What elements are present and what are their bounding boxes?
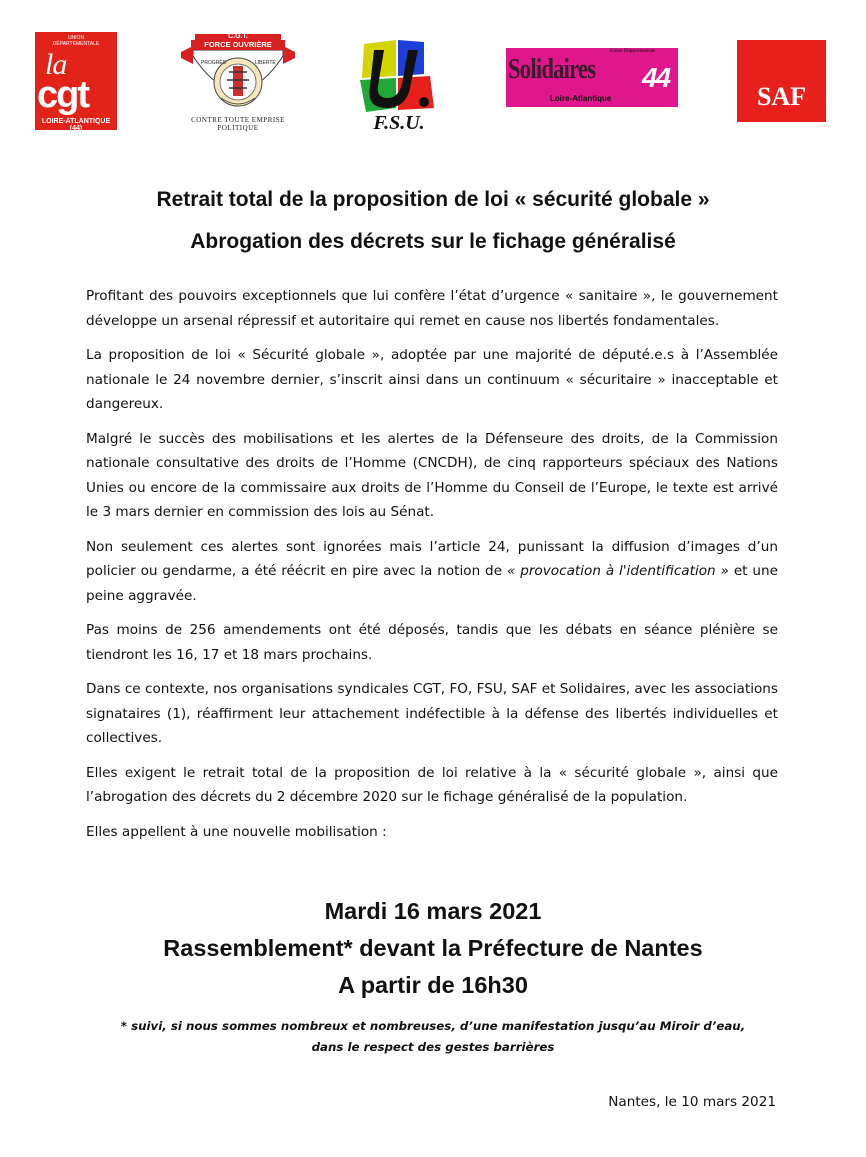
solidaires-logo-top: Union Départementale [610, 49, 656, 54]
paragraph [86, 535, 778, 609]
cgt-logo-name: cgt [37, 74, 88, 116]
body-text [86, 284, 778, 854]
cgt-logo-la: la [45, 48, 67, 81]
paragraph: Dans ce contexte, nos organisations syndicales CGT, FO, FSU, SAF et Solidaires, avec les associations signataires (1), réaffirment leur attachement indéfectible à la défense des libertés individuelles et collectives. [86, 681, 778, 746]
paragraph: Elles appellent à une nouvelle mobilisation : [86, 823, 387, 840]
solidaires-logo-region: Loire-Atlantique [550, 94, 612, 103]
solidaires-logo-number: 44 [642, 62, 670, 93]
paragraph: Malgré le succès des mobilisations et les alertes de la Défenseure des droits, de la Commission nationale consultative des droits de l’Homme (CNCDH), de cinq rapporteurs spéciaux des Nations Unies ou encore de la commissaire aux droits de l’Homme du Conseil de l’Europe, le texte est arrivé le 3 mars dernier en commission des lois au Sénat. [86, 430, 778, 520]
paragraph: La proposition de loi « Sécurité globale », adoptée par une majorité de député.e.s à l’Assemblée nationale le 24 novembre dernier, s’inscrit ainsi dans un continuum « sécuritaire » inacceptable et dangereux. [86, 347, 778, 412]
solidaires-logo [506, 48, 678, 107]
cgt-logo-region: LOIRE-ATLANTIQUE (44) [41, 118, 111, 132]
event-time: A partir de 16h30 [338, 972, 528, 998]
cgt-logo-top-label: UNION [67, 35, 85, 41]
solidaires-logo-name: Solidaires [508, 53, 596, 85]
event-date: Mardi 16 mars 2021 [324, 898, 542, 924]
paragraph: Profitant des pouvoirs exceptionnels que lui confère l’état d’urgence « sanitaire », le gouvernement développe un arsenal répressif et autoritaire qui remet en cause nos libertés fondamentales. [86, 288, 778, 329]
fo-logo-right: LIBERTÉ [255, 60, 276, 66]
fo-logo-name: FORCE OUVRIÈRE [191, 40, 285, 50]
fsu-logo [358, 36, 438, 136]
fo-logo-bottom: CONTRE TOUTE EMPRISE POLITIQUE [191, 116, 285, 132]
main-title: Retrait total de la proposition de loi « sécurité globale » [156, 188, 710, 211]
fsu-logo-name: F.S.U. [373, 112, 425, 134]
cgt-logo [35, 32, 117, 130]
fo-logo-top: C.G.T. [195, 34, 281, 46]
event-place: Rassemblement* devant la Préfecture de Nantes [163, 935, 703, 961]
paragraph: Pas moins de 256 amendements ont été déposés, tandis que les débats en séance plénière se tiendront les 16, 17 et 18 mars prochains. [86, 622, 778, 663]
saf-logo [737, 40, 826, 122]
footnote-line: dans le respect des gestes barrières [311, 1040, 555, 1054]
fsu-emblem-icon [358, 36, 438, 114]
footnote-line: * suivi, si nous sommes nombreux et nombreuses, d’une manifestation jusqu’au Miroir d’eau, [120, 1019, 746, 1033]
cgt-logo-top-label-2: DÉPARTEMENTALE [52, 41, 100, 47]
signoff-date: Nantes, le 10 mars 2021 [608, 1094, 776, 1110]
paragraph-emphasis: « provocation à l'identification » [506, 563, 729, 579]
paragraph-text: et une peine aggravée. [86, 563, 778, 604]
sub-title: Abrogation des décrets sur le fichage généralisé [190, 230, 676, 253]
saf-logo-name: SAF [756, 82, 807, 111]
paragraph: Elles exigent le retrait total de la proposition de loi relative à la « sécurité globale », ainsi que l’abrogation des décrets du 2 décembre 2020 sur le fichage généralisé de la population. [86, 764, 778, 805]
fo-logo-left: PROGRÈS [201, 60, 227, 66]
paragraph-text: Non seulement ces alertes sont ignorées mais l’article 24, punissant la diffusion d’images d’un policier ou gendarme, a été réécrit en pire avec la notion de [86, 538, 778, 579]
footnote [60, 1016, 806, 1058]
fo-logo [177, 32, 299, 132]
